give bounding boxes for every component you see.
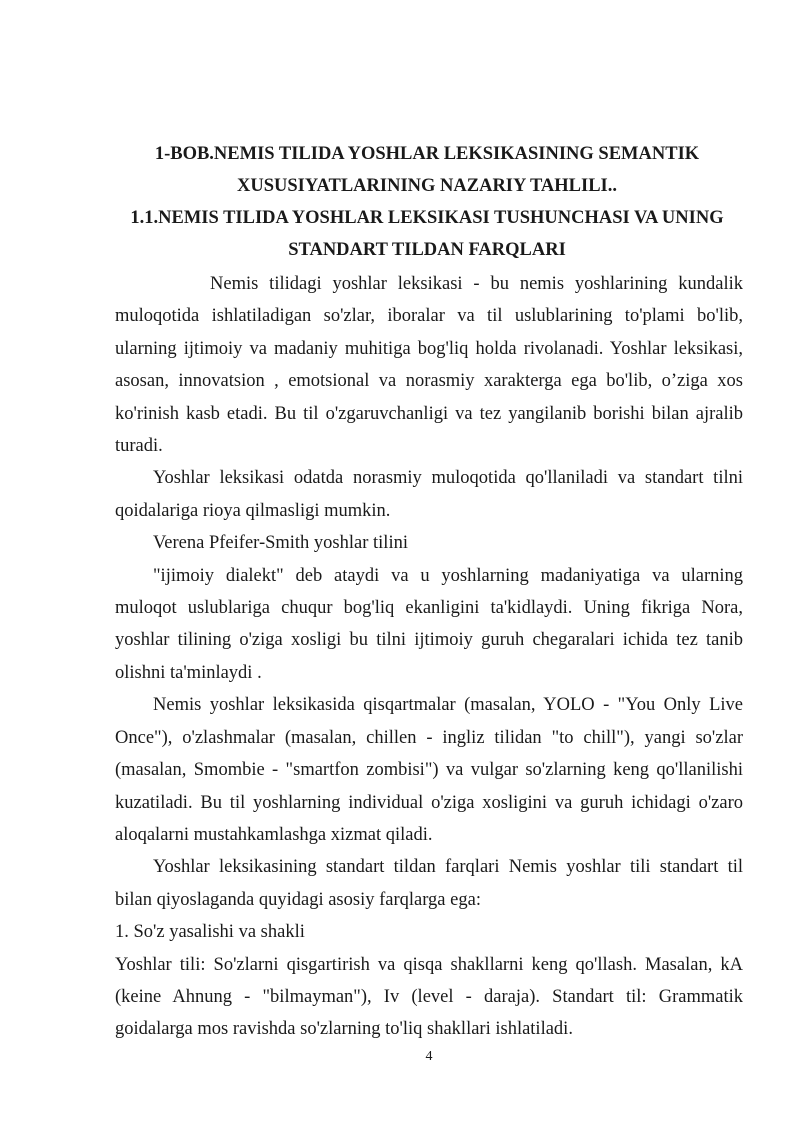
paragraph-3: Verena Pfeifer-Smith yoshlar tilini [153,533,408,554]
list-item-1: 1. So'z yasalishi va shakli [115,922,305,943]
paragraph-4: "ijimoiy dialekt" deb ataydi va u yoshlarning madaniyatiga va ularning muloqot uslublariga chuqur bog'liq ekanligini ta'kidlaydi. Uning fikriga Nora, yoshlar tilining o'ziga xosligi bu tilni ijtimoiy guruh chegaralari ichida tez tanib olishni ta'minlaydi . [115,565,743,683]
paragraph-5: Nemis yoshlar leksikasida qisqartmalar (masalan, YOLO - "You Only Live Once"), o'zlashmalar (masalan, chillen - ingliz tilidan "to chill"), yangi so'zlar (masalan, Smombie - "smartfon zombisi") va vulgar so'zlarning keng qo'llanilishi kuzatiladi. Bu til yoshlarning individual o'ziga xosligini va guruh ichidagi o'zaro aloqalarni mustahkamlashga xizmat qiladi. [115,695,743,845]
page-number: 4 [425,1049,433,1064]
paragraph-6: Yoshlar leksikasining standart tildan farqlari Nemis yoshlar tili standart til bilan qiyoslaganda quyidagi asosiy farqlarga ega: [115,857,743,910]
heading-line-2: XUSUSIYATLARINING NAZARIY TAHLILI.. [236,176,618,196]
heading-line-1: 1-BOB.NEMIS TILIDA YOSHLAR LEKSIKASINING SEMANTIK [154,144,700,164]
paragraph-1: Nemis tilidagi yoshlar leksikasi - bu nemis yoshlarining kundalik muloqotida ishlatiladigan so'zlar, iboralar va til uslublarining to'plami bo'lib, ularning ijtimoiy va madaniy muhitiga bog'liq holda rivolanadi. Yoshlar leksikasi, asosan, innovatsion , emotsional va norasmiy xarakterga ega bo'lib, o’ziga xos ko'rinish kasb etadi. Bu til o'zgaruvchanligi va tez yangilanib borishi bilan ajralib turadi. [115,274,743,457]
body-text [115,268,743,1046]
paragraph-2: Yoshlar leksikasi odatda norasmiy muloqotida qo'llaniladi va standart tilni qoidalariga rioya qilmasligi mumkin. [115,468,743,521]
chapter-heading [110,138,744,266]
paragraph-7: Yoshlar tili: So'zlarni qisgartirish va qisqa shakllarni keng qo'llash. Masalan, kA (keine Ahnung - "bilmayman"), Iv (level - daraja). Standart til: Grammatik goidalarga mos ravishda so'zlarning to'liq shakllari ishlatiladi. [115,954,743,1040]
heading-line-4: STANDART TILDAN FARQLARI [288,240,566,260]
heading-line-3: 1.1.NEMIS TILIDA YOSHLAR LEKSIKASI TUSHUNCHASI VA UNING [130,208,724,228]
